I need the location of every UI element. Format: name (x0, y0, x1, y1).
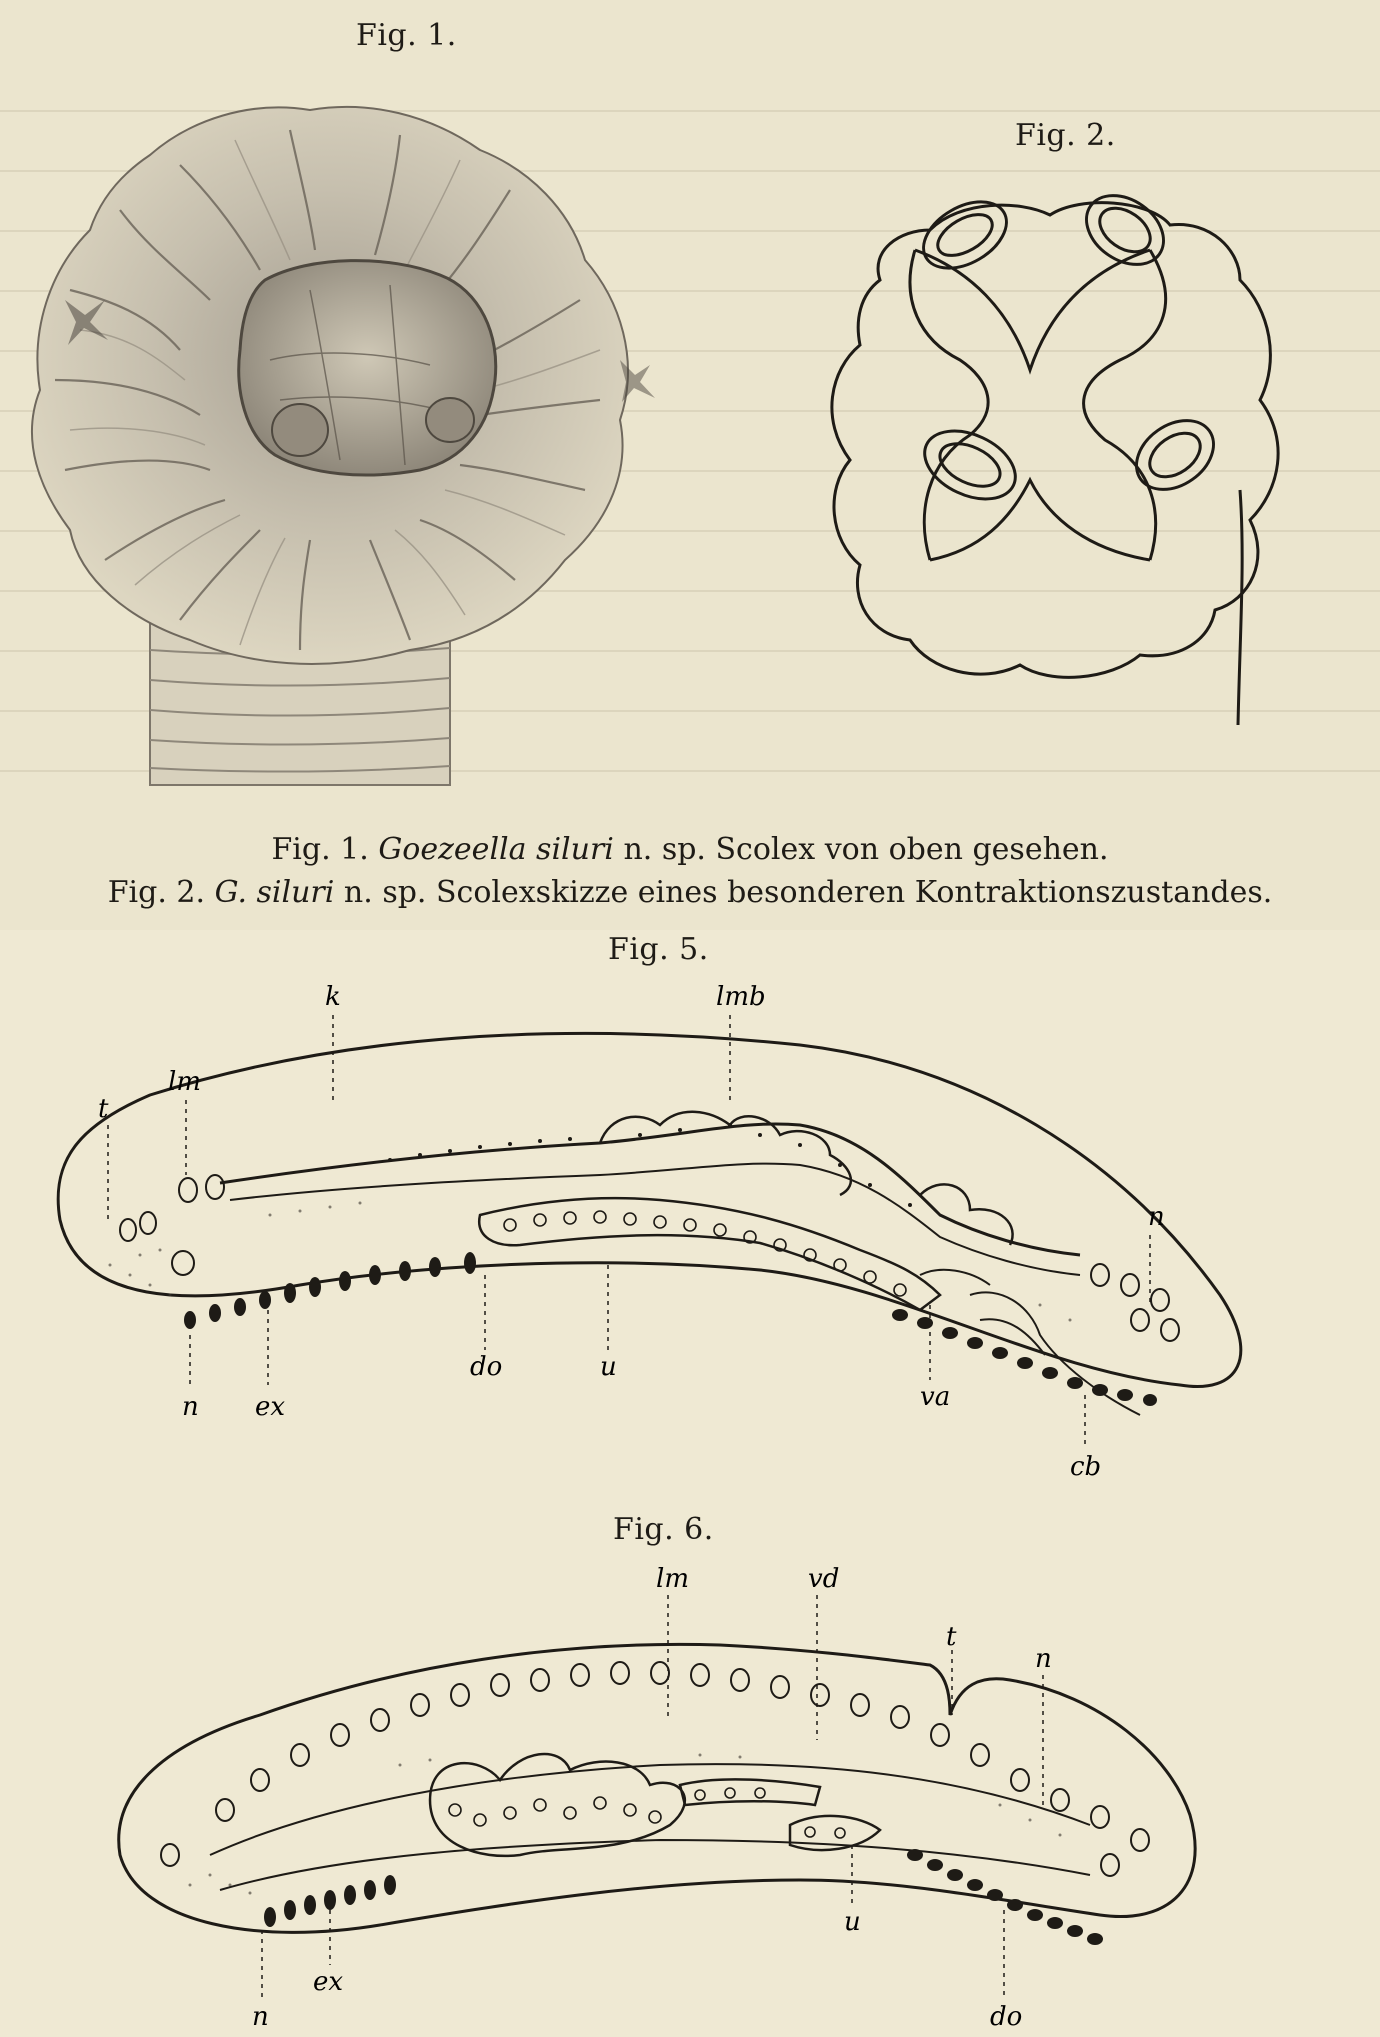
fig5-annot-t: t (98, 1094, 109, 1124)
fig5-annot-va: va (920, 1382, 951, 1412)
fig5-label: Fig. 5. (608, 932, 709, 967)
fig5-annot-lm: lm (168, 1067, 201, 1097)
fig2-label: Fig. 2. (1015, 118, 1116, 153)
caption-fig1 (0, 832, 1380, 867)
fig5-annot-do: do (470, 1352, 503, 1382)
fig5-annot-n-left: n (182, 1392, 199, 1422)
fig5-annot-ex: ex (255, 1392, 286, 1422)
caption-fig2-prefix: Fig. 2. (107, 875, 206, 910)
fig6-annot-n-left: n (252, 2002, 269, 2032)
fig5-annot-u: u (600, 1352, 617, 1382)
fig6-annot-u: u (844, 1907, 861, 1937)
fig6-section-drawing (100, 1555, 1240, 2035)
caption-fig1-prefix: Fig. 1. (271, 832, 369, 867)
caption-fig1-species: Goezeella siluri (378, 832, 614, 867)
fig6-annot-do: do (990, 2002, 1023, 2032)
fig6-annot-vd: vd (808, 1564, 840, 1594)
fig6-annot-ex: ex (313, 1967, 344, 1997)
fig1-scolex-drawing (10, 60, 770, 790)
caption-fig2-species: G. siluri (214, 875, 335, 910)
caption-fig1-text: n. sp. Scolex von oben gesehen. (623, 832, 1109, 867)
fig5-annot-k: k (325, 982, 341, 1012)
fig5-annot-cb: cb (1070, 1452, 1102, 1482)
fig5-section-drawing (40, 975, 1270, 1505)
fig1-label: Fig. 1. (356, 18, 457, 53)
fig6-annot-lm: lm (656, 1564, 689, 1594)
caption-fig2-text: n. sp. Scolexskizze eines besonderen Kontraktionszustandes. (343, 875, 1273, 910)
caption-fig2 (0, 875, 1380, 910)
fig5-annot-lmb: lmb (716, 982, 766, 1012)
fig5-annot-n-right: n (1148, 1202, 1165, 1232)
fig2-scolex-sketch (820, 160, 1290, 740)
fig6-label: Fig. 6. (613, 1512, 714, 1547)
fig6-annot-t: t (946, 1622, 957, 1652)
fig6-annot-n-right: n (1035, 1644, 1052, 1674)
